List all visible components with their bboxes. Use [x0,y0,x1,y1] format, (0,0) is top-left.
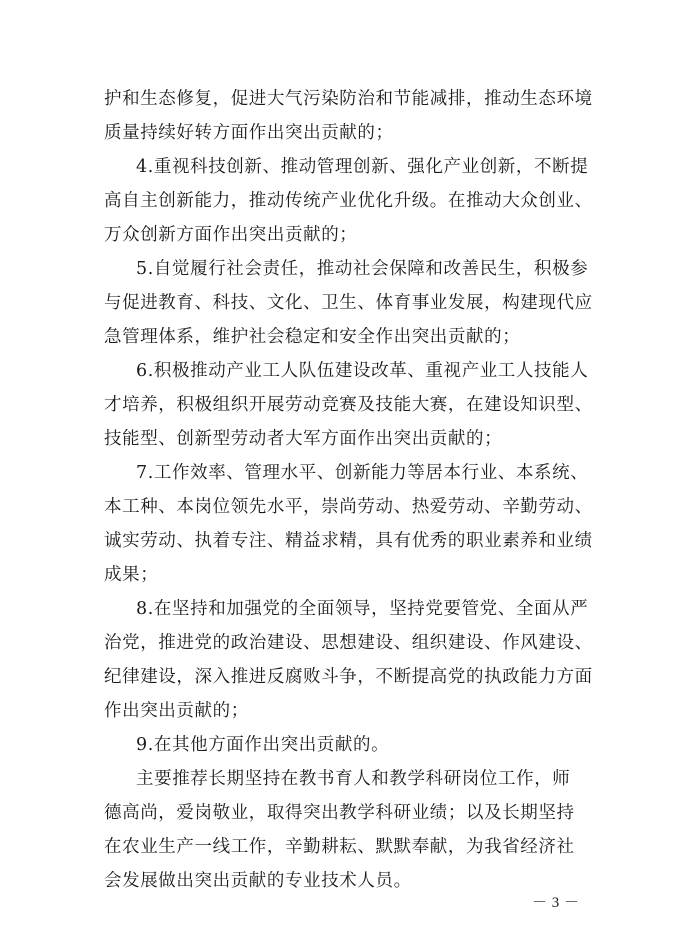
text-line: 治党，推进党的政治建设、思想建设、组织建设、作风建设、 [104,633,593,653]
text-line: 9.在其他方面作出突出贡献的。 [136,735,390,755]
text-line: 在农业生产一线工作，辛勤耕耘、默默奉献，为我省经济社 [104,837,575,857]
text-line: 5.自觉履行社会责任，推动社会保障和改善民生，积极参 [136,259,589,279]
text-line: 成果； [104,565,159,585]
text-line: 护和生态修复，促进大气污染防治和节能减排，推动生态环境 [104,89,593,109]
text-line: 诚实劳动、执着专注、精益求精，具有优秀的职业素养和业绩 [104,531,593,551]
text-line: 会发展做出突出贡献的专业技术人员。 [104,871,412,891]
text-line: 作出突出贡献的； [104,701,249,721]
text-line: 与促进教育、科技、文化、卫生、体育事业发展，构建现代应 [104,293,593,313]
text-line: 纪律建设，深入推进反腐败斗争，不断提高党的执政能力方面 [104,667,593,687]
text-line: 4.重视科技创新、推动管理创新、强化产业创新，不断提 [136,157,589,177]
text-line: 技能型、创新型劳动者大军方面作出突出贡献的； [104,429,503,449]
page-number: － 3 － [532,895,580,911]
text-line: 质量持续好转方面作出突出贡献的； [104,123,394,143]
text-line: 万众创新方面作出突出贡献的； [104,225,358,245]
text-line: 7.工作效率、管理水平、创新能力等居本行业、本系统、 [136,463,589,483]
text-line: 才培养，积极组织开展劳动竞赛及技能大赛，在建设知识型、 [104,395,593,415]
text-line: 8.在坚持和加强党的全面领导，坚持党要管党、全面从严 [136,599,589,619]
text-line: 急管理体系，维护社会稳定和安全作出突出贡献的； [104,327,521,347]
text-line: 主要推荐长期坚持在教书育人和教学科研岗位工作，师 [136,769,571,789]
text-line: 高自主创新能力，推动传统产业优化升级。在推动大众创业、 [104,191,593,211]
text-line: 本工种、本岗位领先水平，崇尚劳动、热爱劳动、辛勤劳动、 [104,497,593,517]
text-line: 德高尚，爱岗敬业，取得突出教学科研业绩；以及长期坚持 [104,803,575,823]
text-line: 6.积极推动产业工人队伍建设改革、重视产业工人技能人 [136,361,589,381]
